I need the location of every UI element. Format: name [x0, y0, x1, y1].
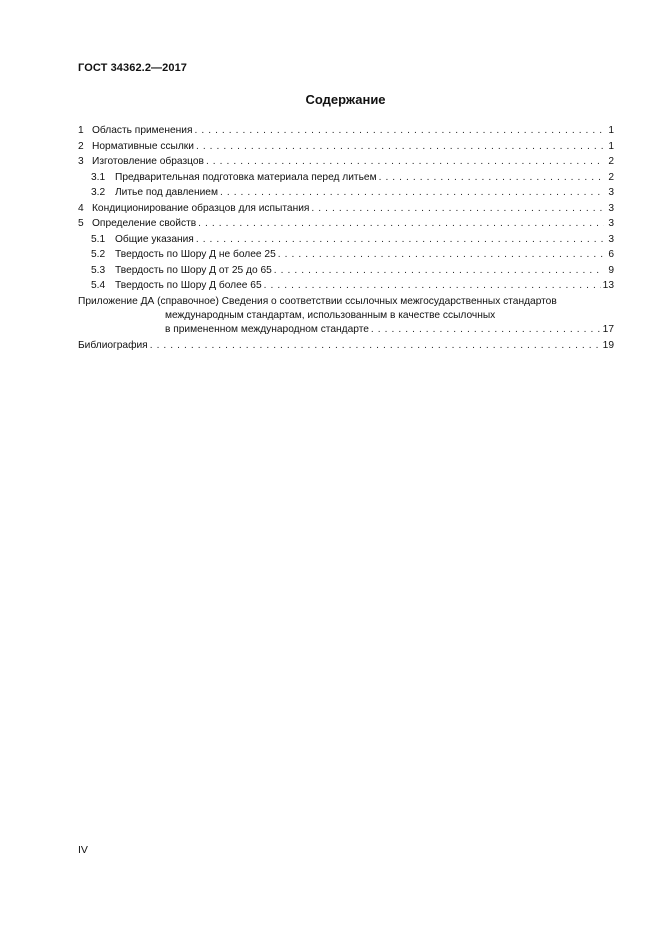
document-header: ГОСТ 34362.2—2017 — [78, 62, 188, 74]
toc-entry-2[interactable] — [78, 140, 614, 156]
toc-entry-number: 1 — [78, 125, 84, 136]
toc-entry-number: 3.1 — [91, 171, 106, 183]
toc-entry-label: Твердость по Шору Д более 65 — [115, 280, 262, 291]
toc-entry-4[interactable] — [78, 202, 614, 218]
toc-entry-page: 3 — [608, 187, 614, 198]
toc-entry-number: 5.2 — [91, 249, 106, 260]
toc-leader-dots — [198, 217, 604, 231]
toc-entry-page: 1 — [608, 125, 614, 136]
toc-entry-number: 5.4 — [91, 280, 106, 291]
toc-entry-label: Предварительная подготовка материала перед литьем — [115, 171, 377, 183]
toc-leader-dots — [274, 264, 604, 278]
toc-entry-3[interactable] — [78, 155, 614, 171]
toc-entry-label: Библиография — [78, 339, 148, 351]
toc-appendix-line-3: в примененном международном стандарте — [165, 323, 369, 335]
toc-entry-3-2[interactable] — [78, 186, 614, 202]
toc-entry-3-1[interactable] — [78, 171, 614, 187]
toc-entry-5-4[interactable] — [78, 279, 614, 295]
toc-leader-dots — [371, 323, 601, 337]
toc-entry-label: Нормативные ссылки — [92, 140, 194, 152]
toc-appendix-line-1: Приложение ДА (справочное) Сведения о соответствии ссылочных межгосударственных стандартов — [78, 295, 557, 307]
toc-entry-label: Литье под давлением — [115, 187, 218, 198]
toc-leader-dots — [196, 140, 604, 154]
toc-entry-5-2[interactable] — [78, 248, 614, 264]
toc-entry-number: 4 — [78, 202, 84, 214]
toc-entry-label: Определение свойств — [92, 218, 197, 229]
toc-entry-page: 3 — [608, 202, 614, 214]
toc-entry-5-3[interactable] — [78, 264, 614, 280]
toc-appendix-line-2: международным стандартам, использованным в качестве ссылочных — [165, 309, 496, 321]
toc-leader-dots — [379, 171, 604, 185]
toc-entry-page: 17 — [602, 323, 614, 335]
toc-leader-dots — [278, 248, 604, 262]
page-title: Содержание — [305, 92, 386, 107]
toc-entry-page: 2 — [608, 156, 614, 167]
toc-leader-dots — [206, 155, 604, 169]
toc-entry-page: 9 — [608, 264, 614, 276]
toc-entry-label: Кондиционирование образцов для испытания — [92, 202, 310, 214]
toc-entry-5-1[interactable] — [78, 233, 614, 249]
toc-entry-number: 5 — [78, 218, 84, 229]
toc-entry-label: Общие указания — [115, 233, 194, 245]
toc-leader-dots — [220, 186, 604, 200]
toc-entry-bibliography[interactable] — [78, 339, 614, 355]
toc-entry-5[interactable] — [78, 217, 614, 233]
toc-appendix-line-3-row — [78, 323, 614, 339]
table-of-contents — [78, 124, 614, 354]
toc-entry-number: 2 — [78, 140, 84, 152]
toc-leader-dots — [311, 202, 604, 216]
toc-entry-number: 5.3 — [91, 264, 106, 276]
toc-entry-label: Область применения — [92, 125, 193, 136]
toc-entry-number: 3 — [78, 156, 84, 167]
toc-entry-page: 2 — [608, 171, 614, 183]
toc-entry-number: 3.2 — [91, 187, 106, 198]
toc-entry-label: Твердость по Шору Д не более 25 — [115, 249, 276, 260]
toc-entry-appendix-da[interactable] — [78, 295, 614, 339]
toc-entry-page: 13 — [602, 280, 614, 291]
toc-leader-dots — [264, 279, 601, 293]
toc-entry-page: 19 — [602, 339, 614, 351]
toc-leader-dots — [194, 124, 604, 138]
toc-leader-dots — [150, 339, 601, 353]
toc-entry-1[interactable] — [78, 124, 614, 140]
toc-entry-page: 3 — [608, 218, 614, 229]
toc-leader-dots — [196, 233, 604, 247]
toc-entry-label: Твердость по Шору Д от 25 до 65 — [115, 264, 272, 276]
toc-entry-number: 5.1 — [91, 233, 106, 245]
toc-entry-label: Изготовление образцов — [92, 156, 204, 167]
page-number: IV — [78, 844, 88, 856]
toc-entry-page: 3 — [608, 233, 614, 245]
toc-entry-page: 6 — [608, 249, 614, 260]
toc-entry-page: 1 — [608, 140, 614, 152]
